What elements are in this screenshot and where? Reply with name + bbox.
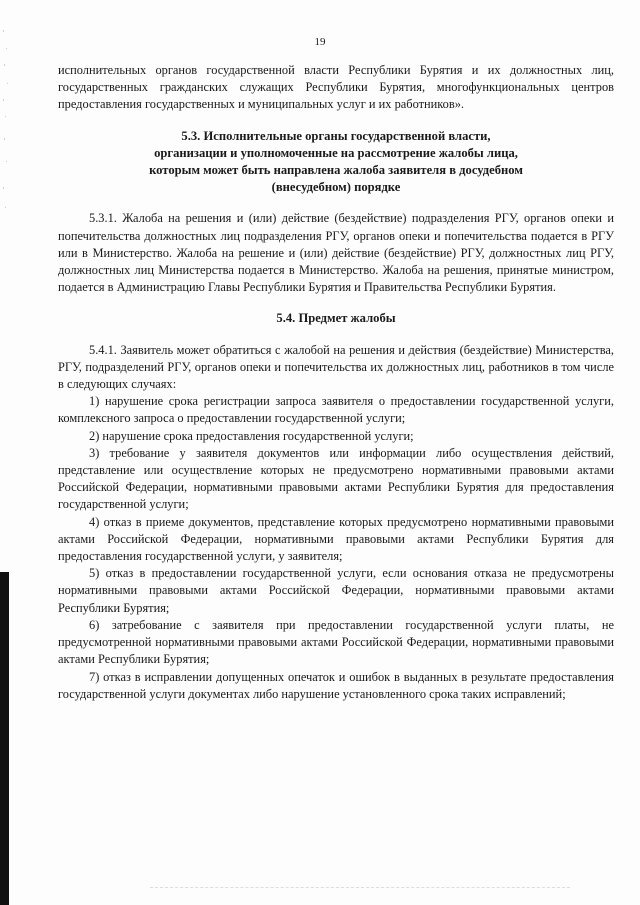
section-5-3-heading (58, 128, 614, 197)
spacer (58, 114, 614, 128)
paragraph-5-3-1: 5.3.1. Жалоба на решения и (или) действие (бездействие) подразделения РГУ, органов опеки и попечительства должностных лиц подразделения РГУ, органов опеки и попечительства подается в РГУ или в Министерство. Жалоба на решение и (или) действие (бездействие) РГУ, должностных лиц РГУ, должностных лиц Министерства подается в Министерство. Жалоба на решения, принятые министром, подается в Администрацию Главы Республики Бурятия и Правительства Республики Бурятия. (58, 211, 614, 295)
section-heading-line: которым может быть направлена жалоба заявителя в досудебном (149, 163, 523, 178)
section-heading-line: 5.3. Исполнительные органы государственной власти, (181, 128, 491, 143)
scan-noise-marks (2, 20, 12, 220)
list-item: 4) отказ в приеме документов, представление которых предусмотрено нормативными правовыми актами Российской Федерации, нормативными правовыми актами Республики Бурятия для предоставления государственной услуги, у заявителя; (58, 514, 614, 564)
spacer (58, 196, 614, 210)
list-item: 7) отказ в исправлении допущенных опечаток и ошибок в выданных в результате предоставления государственной услуги документах либо нарушение установленного срока таких исправлений; (58, 669, 614, 701)
list-item: 2) нарушение срока предоставления государственной услуги; (89, 428, 414, 443)
section-heading-line: организации и уполномоченные на рассмотрение жалобы лица, (154, 145, 518, 160)
page-number: 19 (314, 36, 326, 48)
bottom-scan-line (150, 887, 570, 888)
list-item: 3) требование у заявителя документов или информации либо осуществления действий, представление или осуществление которых не предусмотрено нормативными правовыми актами Российской Федерации, нормативными правовыми актами Республики Бурятия для предоставления государственной услуги; (58, 445, 614, 512)
case-list (58, 393, 614, 703)
list-item: 1) нарушение срока регистрации запроса заявителя о предоставлении государственной услуги, комплексного запроса о предоставлении государственной услуги; (58, 394, 614, 426)
list-item: 5) отказ в предоставлении государственной услуги, если основания отказа не предусмотрены нормативными правовыми актами Российской Федерации, нормативными правовыми актами Республики Бурятия; (58, 566, 614, 615)
section-5-4-heading: 5.4. Предмет жалобы (276, 311, 396, 326)
intro-paragraph: исполнительных органов государственной власти Республики Бурятия и их должностных лиц, государственных гражданских служащих Республики Бурятия, многофункциональных центров предоставления государственных и муниципальных услуг и их работников». (58, 63, 614, 112)
scan-edge-shadow (0, 572, 9, 905)
spacer (58, 296, 614, 310)
paragraph-5-4-1: 5.4.1. Заявитель может обратиться с жалобой на решения и действия (бездействие) Министерства, РГУ, подразделений РГУ, органов опеки и попечительства их должностных лиц, работников в том числе в следующих случаях: (58, 342, 614, 392)
section-heading-line: (внесудебном) порядке (271, 180, 401, 195)
list-item: 6) затребование с заявителя при предоставлении государственной услуги платы, не предусмотренной нормативными правовыми актами Российской Федерации, нормативными правовыми актами Республики Бурятия; (58, 617, 614, 667)
document-body (58, 62, 614, 703)
spacer (58, 328, 614, 342)
